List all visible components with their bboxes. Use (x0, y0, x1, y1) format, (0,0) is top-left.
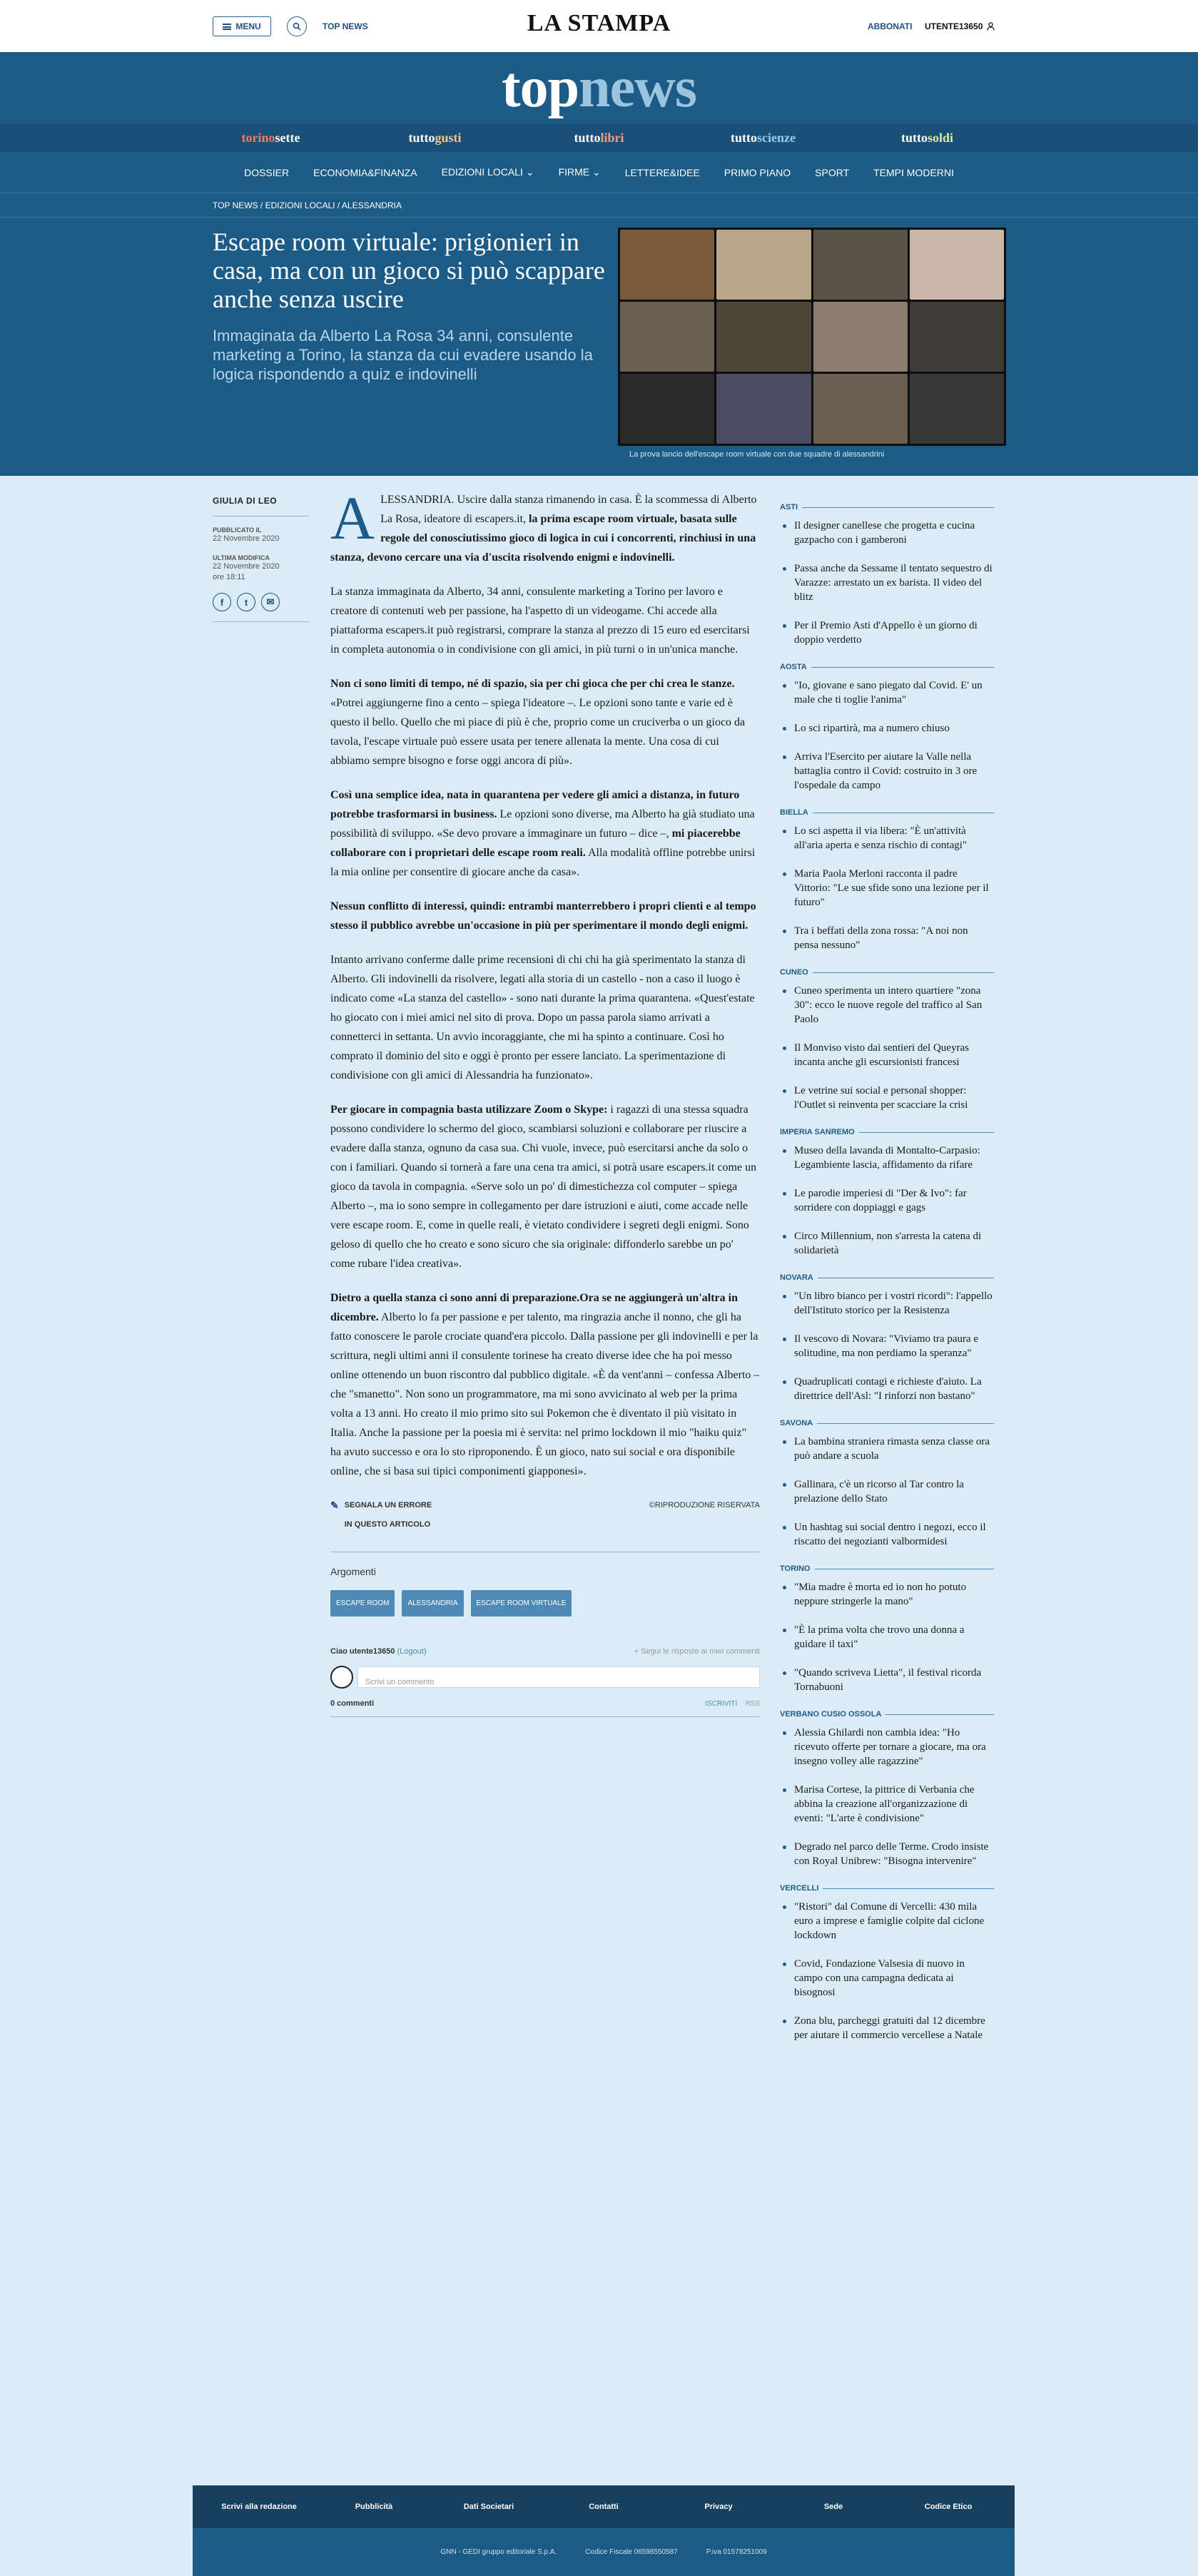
drop-cap: A (330, 484, 375, 552)
headline-link[interactable]: Lo sci aspetta il via libera: "È un'attività all'aria aperta e senza rischio di contagi" (780, 824, 994, 852)
video-tile (620, 374, 714, 444)
section-part: gusti (435, 131, 462, 145)
headline-link[interactable]: "Un libro bianco per i vostri ricordi": l'appello dell'Istituto storico per la Resistenza (780, 1289, 994, 1318)
footer-link[interactable]: Contatti (589, 2503, 619, 2511)
nav-edizioni-locali[interactable] (442, 166, 534, 178)
paragraph (330, 1100, 760, 1273)
article-title: Escape room virtuale: prigionieri in casa, ma con un gioco si può scappare anche senza uscire (213, 228, 605, 313)
article-header (0, 218, 1198, 476)
video-tile (813, 374, 908, 444)
sidebar-category (780, 1884, 994, 2042)
company-name: GNN - GEDI gruppo editoriale S.p.A. (440, 2548, 557, 2556)
section-part: tutto (900, 131, 928, 145)
bold-text: Nessun conflitto di interessi, quindi: entrambi manterrebbero i propri clienti e al tempo stesso il pubblico avrebbe un'occasione in più per sperimentare il mondo degli enigmi. (330, 900, 756, 932)
headline-link[interactable]: Gallinara, c'è un ricorso al Tar contro la prelazione dello Stato (780, 1477, 994, 1506)
headline-list (780, 824, 994, 952)
headline-link[interactable]: Quadruplicati contagi e richieste d'aiuto. La direttrice dell'Asl: "I rinforzi non bastano" (780, 1375, 994, 1403)
video-tile (716, 230, 811, 300)
headline-link[interactable]: "Io, giovane e sano piegato dal Covid. E' un male che ti toglie l'anima" (780, 678, 994, 707)
nav-dossier[interactable]: DOSSIER (244, 166, 290, 178)
sections-bar (0, 123, 1198, 152)
report-label: SEGNALA UN ERRORE IN QUESTO ARTICOLO (344, 1501, 432, 1529)
headline-link[interactable]: Il vescovo di Novara: "Viviamo tra paura e solitudine, ma non perdiamo la speranza" (780, 1332, 994, 1360)
headline-link[interactable]: "Mia madre è morta ed io non ho potuto neppure stringerle la mano" (780, 1580, 994, 1609)
menu-label: MENU (235, 21, 261, 31)
headline-link[interactable]: Le parodie imperiesi di "Der & Ivo": far sorridere con doppiaggi e gags (780, 1186, 994, 1215)
headline-list (780, 519, 994, 647)
nav-tempi-moderni[interactable]: TEMPI MODERNI (873, 166, 954, 178)
video-tile (620, 230, 714, 300)
sidebar-category (780, 1419, 994, 1549)
modified-date: 22 Novembre 2020 (213, 562, 280, 571)
avatar (330, 1666, 353, 1689)
headline-link[interactable]: Alessia Ghilardi non cambia idea: "Ho ricevuto offerte per tornare a giocare, ma ora insegno volley alle ragazzine" (780, 1726, 994, 1768)
video-tile (813, 302, 908, 372)
category-name[interactable]: TORINO (780, 1564, 994, 1573)
nav-firme[interactable] (559, 166, 601, 178)
nav-sport[interactable]: SPORT (815, 166, 850, 178)
bold-text: mi piacerebbe collaborare con i proprietari delle escape room reali. (330, 828, 741, 859)
comments-count: 0 commenti (330, 1699, 375, 1708)
local-news-sidebar (780, 503, 994, 2058)
author-box (213, 496, 309, 622)
sidebar-category (780, 663, 994, 793)
follow-replies[interactable] (634, 1642, 760, 1661)
category-name[interactable]: IMPERIA SANREMO (780, 1128, 994, 1136)
sidebar-category (780, 503, 994, 647)
category-name[interactable]: NOVARA (780, 1273, 994, 1282)
modified-time: ore 18:11 (213, 573, 245, 581)
paragraph (330, 484, 760, 567)
category-name[interactable]: BIELLA (780, 808, 994, 817)
nav-primo-piano[interactable]: PRIMO PIANO (724, 166, 791, 178)
headline-link[interactable]: Passa anche da Sessame il tentato sequestro di Varazze: arrestato un ex barista. Il video del blitz (780, 561, 994, 604)
twitter-icon[interactable]: t (237, 593, 255, 611)
footer (193, 2485, 1015, 2576)
abbonati-link[interactable]: ABBONATI (868, 21, 913, 31)
headline-link[interactable]: Degrado nel parco delle Terme. Crodo insiste con Royal Unibrew: "Bisogna intervenire" (780, 1840, 994, 1868)
section-part: tutto (408, 131, 435, 145)
nav-label: FIRME (558, 166, 590, 178)
headline-list (780, 984, 994, 1112)
headline-link[interactable]: Circo Millennium, non s'arresta la catena di solidarietà (780, 1229, 994, 1258)
headline-link[interactable]: "È la prima volta che trovo una donna a guidare il taxi" (780, 1623, 994, 1651)
paragraph: Intanto arrivano conferme dalle prime recensioni di chi chi ha già sperimentato la stanza di Alberto. Gli indovinelli da risolvere, legati alla storia di un castello - non a caso il luogo è indicato come «La stanza del castello» - sono nati durante la prima quarantena. «Quest'estate ho giocato con i miei amici nel sito di prova. Dopo un passa parola siamo arrivati a connetterci in settanta. Un avvio incoraggiante, che mi ha spinto a continuare. Così ho comprato il dominio del sito e oggi è pronto per essere lanciato. La sperimentazione di condivisione con gli amici di Alessandria ha funzionato». (330, 954, 755, 1081)
headline-link[interactable]: Lo sci ripartirà, ma a numero chiuso (780, 721, 994, 735)
category-name[interactable]: AOSTA (780, 663, 994, 671)
video-tile (716, 302, 811, 372)
footer-link[interactable]: Codice Etico (924, 2503, 973, 2511)
section-part: tutto (731, 131, 757, 145)
sidebar-category (780, 808, 994, 952)
text: Alberto lo fa per passione e per talento, ma ringrazia anche il nonno, che gli ha fatto conoscere le parole crociate quand'era piccolo. Dalla passione per gli indovinelli e per la scrittura, negli ultimi anni il consulente torinese ha creato diverse idee che ha poi messo online ottenendo un buon riscontro dal pubblico digitale. «È da vent'anni – confessa Alberto – che "smanetto". Non sono un programmatore, ma mi sono avvicinato al web per la prima volta a 13 anni. Ho creato il mio primo sito sui Pokemon che è diventato il più visitato in Italia. Anche la passione per la poesia mi è servita: nel primo lockdown il mio "haiku quiz" ha avuto successo e ora lo sto riproponendo. È un gioco, nato sui social e ora disponibile online, che si basa sui tipici componimenti giapponesi». (330, 1311, 760, 1477)
breadcrumb[interactable]: TOP NEWS / EDIZIONI LOCALI / ALESSANDRIA (0, 193, 1198, 218)
modified-label: ULTIMA MODIFICA (213, 554, 270, 561)
bold-text: la prima escape room virtuale, basata sulle regole del conosciutissimo gioco di logica in cui i concorrenti, rinchiusi in una stanza, devono cercare una via d'uscita risolvendo enigmi e indovinelli. (330, 513, 756, 564)
video-tile (910, 374, 1004, 444)
comments-header (330, 1642, 760, 1661)
section-tuttosoldi[interactable] (846, 123, 1010, 152)
author-name[interactable]: GIULIA DI LEO (213, 496, 278, 506)
section-part: torino (241, 131, 275, 145)
category-name[interactable]: SAVONA (780, 1419, 994, 1427)
plus-icon: + (634, 1647, 639, 1656)
headline-link[interactable]: Tra i beffati della zona rossa: "A noi non pensa nessuno" (780, 924, 994, 952)
headline-list (780, 1580, 994, 1694)
facebook-icon[interactable]: f (213, 593, 231, 611)
tag[interactable]: ALESSANDRIA (402, 1590, 463, 1617)
rss-link[interactable]: RSS (745, 1700, 760, 1708)
footer-link[interactable]: Sede (823, 2503, 843, 2511)
follow-label: Segui le risposte ai miei commenti (641, 1647, 760, 1656)
headline-list (780, 1144, 994, 1258)
arguments-title: Argomenti (330, 1566, 376, 1577)
brand-part-1: top (501, 56, 579, 119)
headline-link[interactable]: Per il Premio Asti d'Appello è un giorno di doppio verdetto (780, 618, 994, 647)
paragraph (330, 674, 760, 770)
footer-links (193, 2485, 1015, 2528)
headline-list (780, 1289, 994, 1403)
headline-link[interactable]: Zona blu, parcheggi gratuiti dal 12 dicembre per aiutare il commercio vercellese a Natale (780, 2014, 994, 2042)
comment-box (330, 1666, 760, 1689)
headline-link[interactable]: Cuneo sperimenta un intero quartiere "zona 30": ecco le nuove regole del traffico al San Paolo (780, 984, 994, 1027)
headline-link[interactable]: Maria Paola Merloni racconta il padre Vittorio: "Le sue sfide sono una lezione per il futuro" (780, 867, 994, 910)
chevron-down-icon: ⌄ (525, 166, 534, 178)
text: «Potrei aggiungerne fino a cento – spiega l'ideatore –. Le opzioni sono tante e varie ed è questo il bello. Quello che mi piace di più è che, proprio come un cruciverba o un gioco da tavola, l'escape virtuale può essere usata per tenere allenata la mente. Una cosa di cui abbiamo sempre bisogno e forse oggi ancora di più». (330, 697, 746, 767)
section-part: libri (600, 131, 624, 145)
top-news-link[interactable]: TOP NEWS (323, 21, 368, 31)
user-menu[interactable] (925, 21, 995, 31)
tag[interactable]: ESCAPE ROOM VIRTUALE (471, 1590, 572, 1617)
share-buttons (213, 593, 309, 611)
sidebar-category (780, 968, 994, 1112)
section-part: soldi (927, 131, 954, 145)
username: UTENTE13650 (925, 21, 983, 31)
tag-list (330, 1590, 760, 1617)
sidebar-category (780, 1128, 994, 1258)
headline-link[interactable]: Le vetrine sui social e personal shopper: l'Outlet si reinventa per scacciare la crisi (780, 1084, 994, 1112)
nav-label: EDIZIONI LOCALI (441, 166, 523, 178)
subscribe-link[interactable]: ISCRIVITI (705, 1700, 738, 1708)
video-tile (716, 374, 811, 444)
published-date: 22 Novembre 2020 (213, 534, 280, 543)
section-tuttolibri[interactable] (517, 123, 681, 152)
section-part: tutto (574, 131, 601, 145)
paragraph (330, 785, 760, 882)
sidebar-category (780, 1273, 994, 1403)
logout-link[interactable]: (Logout) (397, 1647, 427, 1656)
hero (0, 52, 1198, 476)
footer-link[interactable]: Privacy (704, 2503, 733, 2511)
comments-footer (330, 1694, 760, 1717)
published-label: PUBBLICATO IL (213, 526, 262, 534)
report-error-link[interactable] (330, 1496, 437, 1534)
nav-economia[interactable]: ECONOMIA&FINANZA (313, 166, 417, 178)
headline-link[interactable]: Il Monviso visto dai sentieri del Queyras incanta anche gli escursionisti francesi (780, 1041, 994, 1069)
footer-legal (193, 2528, 1015, 2576)
vat-number: P.iva 01578251009 (706, 2548, 767, 2556)
bold-text: Così una semplice idea, nata in quarantena per vedere gli amici a distanza, in futuro potrebbe trasformarsi in business. (330, 789, 740, 820)
article-photo[interactable] (618, 228, 1006, 446)
bold-text: Non ci sono limiti di tempo, né di spazio, sia per chi gioca che per chi crea le stanze. (330, 678, 735, 690)
top-bar (0, 0, 1198, 52)
footer-link[interactable]: Scrivi alla redazione (221, 2503, 297, 2511)
headline-link[interactable]: "Ristori" dal Comune di Vercelli: 430 mila euro a imprese e famiglie colpite dal ciclone lockdown (780, 1900, 994, 1943)
comment-input[interactable]: Scrivi un commento (357, 1666, 760, 1688)
topnews-brand[interactable] (0, 52, 1198, 123)
headline-list (780, 678, 994, 793)
category-name[interactable]: ASTI (780, 503, 994, 511)
footer-link[interactable]: Pubblicità (355, 2503, 393, 2511)
comments-section (330, 1642, 760, 1717)
section-part: sette (275, 131, 300, 145)
text: Alla modalità offline potrebbe unirsi la mia online per consentire di giocare anche da casa». (330, 847, 756, 878)
rights-notice: ©RIPRODUZIONE RISERVATA (649, 1501, 760, 1510)
bold-text: Per giocare in compagnia basta utilizzare Zoom o Skype: (330, 1104, 608, 1116)
main-nav (0, 152, 1198, 193)
section-tuttoscienze[interactable] (681, 123, 846, 152)
fiscal-code: Codice Fiscale 06598550587 (585, 2548, 678, 2556)
video-tile (910, 230, 1004, 300)
article-body (330, 484, 760, 1717)
nav-lettere[interactable]: LETTERE&IDEE (624, 166, 700, 178)
video-tile (620, 302, 714, 372)
video-tile (813, 230, 908, 300)
bold-text: Dietro a quella stanza ci sono anni di preparazione.Ora se ne aggiungerà un'altra in dicembre. (330, 1292, 738, 1323)
headline-link[interactable]: "Quando scriveva Lietta", il festival ricorda Tornabuoni (780, 1666, 994, 1694)
paragraph (330, 1288, 760, 1481)
headline-list (780, 1435, 994, 1549)
headline-link[interactable]: Arriva l'Esercito per aiutare la Valle nella battaglia contro il Covid: costruito in 3 ore l'ospedale da campo (780, 750, 994, 793)
headline-link[interactable]: La bambina straniera rimasta senza classe ora può andare a scuola (780, 1435, 994, 1463)
paragraph (330, 897, 760, 935)
headline-link[interactable]: Il designer canellese che progetta e cucina gazpacho con i gamberoni (780, 519, 994, 547)
la-stampa-logo[interactable]: LA STAMPA (527, 10, 671, 36)
headline-list (780, 1900, 994, 2042)
headline-link[interactable]: Un hashtag sui social dentro i negozi, ecco il riscatto dei negozianti valbormidesi (780, 1520, 994, 1549)
section-tuttogusti[interactable] (353, 123, 517, 152)
text: Le opzioni sono diverse, ma Alberto ha già studiato una possibilità di sviluppo. «Se devo provare a immaginare un futuro – dice –, (330, 808, 755, 840)
sidebar-category (780, 1710, 994, 1868)
text: LESSANDRIA. Uscire dalla stanza rimanendo in casa. È la scommessa di Alberto La Rosa, ideatore di escapers.it, (380, 494, 757, 525)
article-footer (330, 1496, 760, 1534)
headline-link[interactable]: Museo della lavanda di Montalto-Carpasio: Legambiente lascia, affidamento da rifare (780, 1144, 994, 1172)
video-tile (910, 302, 1004, 372)
text: i ragazzi di una stessa squadra possono condividere lo schermo del gioco, scambiarsi soluzioni e collaborare per riuscire a evadere dalla stanza, ognuno da casa sua. Chi vuole, invece, può esercitarsi anche da solo o con i familiari. Quando si tornerà a fare una cena tra amici, si potrà usare escapers.it come un gioco da tavola in compagnia. «Serve solo un po' di dimestichezza col computer – spiega Alberto –, ma io sono sempre in collegamento per dare istruzioni e aiuti, come accade nelle vere escape room. E, come in quelle reali, è vietato condividere i segreti degli enigmi. Sono geloso di quello che ho creato e sono sicuro che sia originale: diffonderlo sarebbe un po' come rubare l'idea creativa». (330, 1104, 757, 1270)
category-name[interactable]: CUNEO (780, 968, 994, 977)
section-part: scienze (757, 131, 796, 145)
comment-username: Ciao utente13650 (330, 1647, 395, 1656)
category-name[interactable]: VERBANO CUSIO OSSOLA (780, 1710, 994, 1719)
headline-list (780, 1726, 994, 1868)
divider (213, 621, 309, 622)
tag[interactable]: ESCAPE ROOM (330, 1590, 395, 1617)
sidebar-category (780, 1564, 994, 1694)
headline-link[interactable]: Covid, Fondazione Valsesia di nuovo in campo con una campagna dedicata ai bisognosi (780, 1957, 994, 2000)
paragraph: La stanza immaginata da Alberto, 34 anni, consulente marketing a Torino per lavoro e creatore di contenuti web per passione, ha l'aspetto di un videogame. Chi accede alla piattaforma escapers.it può registrarsi, comprare la stanza al prezzo di 15 euro ed esercitarsi in completa autonomia o in condivisione con gli amici, in più turni o in un'unica manche. (330, 586, 750, 656)
section-torinosette[interactable] (189, 123, 353, 152)
headline-link[interactable]: Marisa Cortese, la pittrice di Verbania che abbina la creazione all'organizzazione di eventi: "L'arte è condivisione" (780, 1783, 994, 1826)
pencil-icon: ✎ (330, 1500, 339, 1511)
brand-part-2: news (579, 56, 697, 119)
user-icon (987, 22, 995, 31)
chevron-down-icon: ⌄ (592, 166, 601, 178)
category-name[interactable]: VERCELLI (780, 1884, 994, 1893)
email-icon[interactable]: ✉ (261, 593, 280, 611)
article-subtitle: Immaginata da Alberto La Rosa 34 anni, consulente marketing a Torino, la stanza da cui evadere usando la logica rispondendo a quiz e indovinelli (213, 327, 593, 383)
footer-link[interactable]: Dati Societari (463, 2503, 514, 2511)
photo-caption: La prova lancio dell'escape room virtuale con due squadre di alessandrini (629, 450, 885, 459)
